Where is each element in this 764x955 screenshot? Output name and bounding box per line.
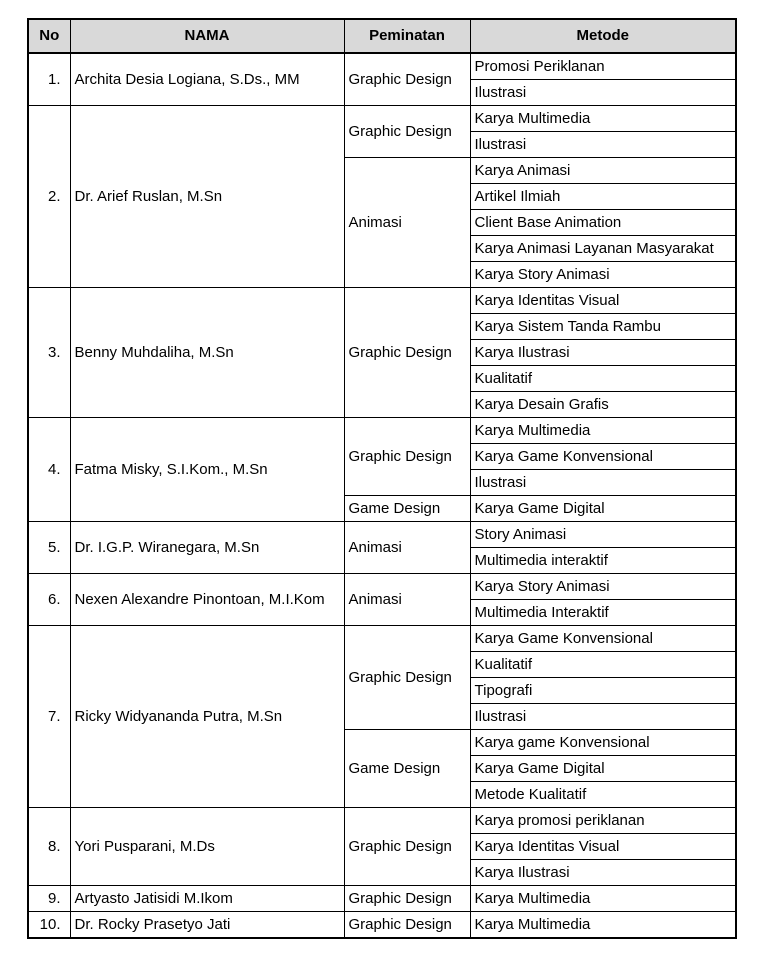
cell-no: 5. <box>28 522 70 574</box>
table-row <box>28 288 736 314</box>
table-row <box>28 626 736 652</box>
table-row <box>28 886 736 912</box>
cell-peminatan: Game Design <box>344 496 470 522</box>
cell-metode: Client Base Animation <box>470 210 736 236</box>
cell-metode: Karya Multimedia <box>470 912 736 939</box>
cell-metode: Ilustrasi <box>470 704 736 730</box>
cell-peminatan: Animasi <box>344 574 470 626</box>
cell-metode: Karya Desain Grafis <box>470 392 736 418</box>
cell-no: 2. <box>28 106 70 288</box>
table-row <box>28 522 736 548</box>
cell-peminatan: Graphic Design <box>344 808 470 886</box>
cell-metode: Karya Story Animasi <box>470 262 736 288</box>
cell-nama: Archita Desia Logiana, S.Ds., MM <box>70 53 344 106</box>
header-nama: NAMA <box>70 19 344 53</box>
cell-metode: Karya promosi periklanan <box>470 808 736 834</box>
cell-nama: Dr. Rocky Prasetyo Jati <box>70 912 344 939</box>
cell-nama: Artyasto Jatisidi M.Ikom <box>70 886 344 912</box>
table-row <box>28 808 736 834</box>
table-row <box>28 53 736 80</box>
cell-metode: Ilustrasi <box>470 132 736 158</box>
cell-metode: Karya Ilustrasi <box>470 860 736 886</box>
cell-no: 4. <box>28 418 70 522</box>
cell-metode: Karya Game Konvensional <box>470 626 736 652</box>
table-row <box>28 418 736 444</box>
cell-peminatan: Graphic Design <box>344 53 470 106</box>
cell-nama: Dr. I.G.P. Wiranegara, M.Sn <box>70 522 344 574</box>
cell-nama: Fatma Misky, S.I.Kom., M.Sn <box>70 418 344 522</box>
cell-metode: Promosi Periklanan <box>470 53 736 80</box>
cell-metode: Ilustrasi <box>470 80 736 106</box>
table-row <box>28 912 736 939</box>
cell-metode: Multimedia interaktif <box>470 548 736 574</box>
cell-metode: Story Animasi <box>470 522 736 548</box>
cell-metode: Ilustrasi <box>470 470 736 496</box>
cell-peminatan: Animasi <box>344 158 470 288</box>
cell-peminatan: Graphic Design <box>344 288 470 418</box>
cell-no: 9. <box>28 886 70 912</box>
header-no: No <box>28 19 70 53</box>
table-header-row <box>28 19 736 53</box>
cell-no: 10. <box>28 912 70 939</box>
cell-no: 1. <box>28 53 70 106</box>
cell-metode: Karya Multimedia <box>470 886 736 912</box>
cell-metode: Karya Sistem Tanda Rambu <box>470 314 736 340</box>
cell-nama: Benny Muhdaliha, M.Sn <box>70 288 344 418</box>
lecturer-method-table <box>27 18 737 939</box>
table-row <box>28 106 736 132</box>
cell-nama: Ricky Widyananda Putra, M.Sn <box>70 626 344 808</box>
cell-no: 8. <box>28 808 70 886</box>
cell-metode: Karya Animasi Layanan Masyarakat <box>470 236 736 262</box>
cell-metode: Metode Kualitatif <box>470 782 736 808</box>
table-row <box>28 574 736 600</box>
cell-peminatan: Game Design <box>344 730 470 808</box>
cell-metode: Karya Multimedia <box>470 418 736 444</box>
header-metode: Metode <box>470 19 736 53</box>
cell-peminatan: Animasi <box>344 522 470 574</box>
cell-no: 6. <box>28 574 70 626</box>
cell-metode: Multimedia Interaktif <box>470 600 736 626</box>
cell-metode: Karya Game Konvensional <box>470 444 736 470</box>
cell-metode: Karya Identitas Visual <box>470 288 736 314</box>
cell-peminatan: Graphic Design <box>344 912 470 939</box>
cell-metode: Karya Game Digital <box>470 756 736 782</box>
cell-metode: Tipografi <box>470 678 736 704</box>
header-peminatan: Peminatan <box>344 19 470 53</box>
cell-metode: Karya Multimedia <box>470 106 736 132</box>
cell-metode: Kualitatif <box>470 366 736 392</box>
cell-peminatan: Graphic Design <box>344 626 470 730</box>
cell-metode: Karya Ilustrasi <box>470 340 736 366</box>
cell-nama: Dr. Arief Ruslan, M.Sn <box>70 106 344 288</box>
cell-metode: Karya Game Digital <box>470 496 736 522</box>
cell-nama: Yori Pusparani, M.Ds <box>70 808 344 886</box>
cell-metode: Karya game Konvensional <box>470 730 736 756</box>
cell-peminatan: Graphic Design <box>344 106 470 158</box>
cell-no: 3. <box>28 288 70 418</box>
cell-metode: Artikel Ilmiah <box>470 184 736 210</box>
cell-metode: Karya Story Animasi <box>470 574 736 600</box>
cell-no: 7. <box>28 626 70 808</box>
table-body <box>28 53 736 938</box>
cell-metode: Kualitatif <box>470 652 736 678</box>
cell-peminatan: Graphic Design <box>344 418 470 496</box>
cell-nama: Nexen Alexandre Pinontoan, M.I.Kom <box>70 574 344 626</box>
cell-metode: Karya Animasi <box>470 158 736 184</box>
cell-metode: Karya Identitas Visual <box>470 834 736 860</box>
cell-peminatan: Graphic Design <box>344 886 470 912</box>
